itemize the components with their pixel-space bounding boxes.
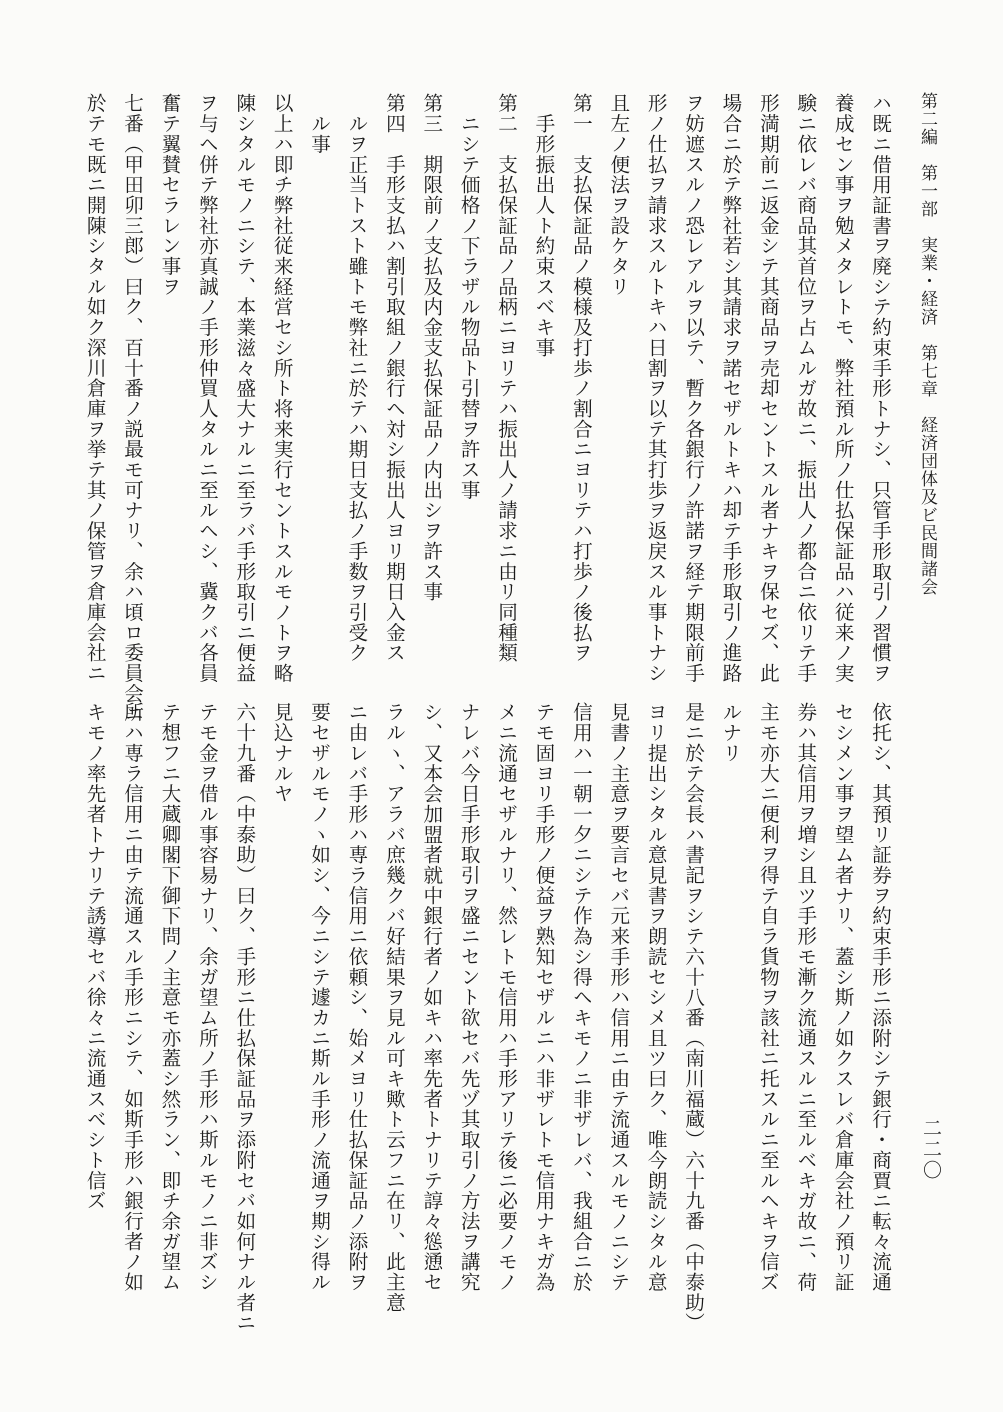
upper-text-line-22: 於テモ既ニ開陳シタル如ク深川倉庫ヲ挙テ其ノ保管ヲ倉庫会社ニ <box>83 93 107 684</box>
lower-text-line-5: ルナリ <box>718 702 742 764</box>
upper-text-line-1: ハ既ニ借用証書ヲ廃シテ約束手形トナシ、只管手形取引ノ習慣ヲ <box>868 93 892 684</box>
lower-text-line-22: キモノ率先者トナリテ誘導セバ徐々ニ流通スベシト信ズ <box>83 702 107 1211</box>
upper-text-line-2: 養成セン事ヲ勉メタレトモ、弊社預ル所ノ仕払保証品ハ従来ノ実 <box>831 93 855 684</box>
lower-text-line-16: 要セザルモノヽ如シ、今ニシテ遽カニ斯ル手形ノ流通ヲ期シ得ル <box>307 702 331 1293</box>
page-number: 二二〇 <box>920 1118 942 1181</box>
upper-text-line-18: 陳シタルモノニシテ、本業滋々盛大ナルニ至ラバ手形取引ニ便益 <box>232 93 256 684</box>
lower-text-line-4: 主モ亦大ニ便利ヲ得テ自ラ貨物ヲ該社ニ托スルニ至ルヘキヲ信ズ <box>756 702 780 1293</box>
lower-text-line-19: テモ金ヲ借ル事容易ナリ、余ガ望ム所ノ手形ハ斯ルモノニ非ズシ <box>195 702 219 1293</box>
upper-text-line-10: 手形振出人ト約束スベキ事 <box>531 93 555 358</box>
lower-text-line-14: ラルヽ、アラバ庶幾クバ好結果ヲ見ル可キ歟ト云フニ在リ、此主意 <box>382 702 406 1313</box>
upper-text-line-21: 七番（甲田卯三郎）曰ク、百十番ノ説最モ可ナリ、余ハ頃ロ委員会ニ <box>120 93 144 724</box>
upper-text-line-5: 場合ニ於テ弊社若シ其請求ヲ諾セザルトキハ却テ手形取引ノ進路 <box>718 93 742 684</box>
upper-text-line-17: 以上ハ即チ弊社従来経営セシ所ト将来実行セントスルモノトヲ略 <box>270 93 294 684</box>
upper-text-line-9: 第一 支払保証品ノ模様及打歩ノ割合ニヨリテハ打歩ノ後払ヲ <box>569 93 593 663</box>
upper-text-line-3: 験ニ依レバ商品其首位ヲ占ムルガ故ニ、振出人ノ都合ニ依リテ手 <box>793 93 817 684</box>
running-title: 第二編 第一部 実業・経済 第七章 経済団体及ビ民間諸会 <box>917 92 937 596</box>
upper-text-line-19: ヲ与ヘ併テ弊社亦真誠ノ手形仲買人タルニ至ルヘシ、冀クバ各員 <box>195 93 219 684</box>
lower-text-line-17: 見込ナルヤ <box>270 702 294 804</box>
lower-text-line-6: 是ニ於テ会長ハ書記ヲシテ六十八番（南川福蔵）六十九番（中泰助） <box>681 702 705 1333</box>
upper-text-line-15: ルヲ正当トスト雖トモ弊社ニ於テハ期日支払ノ手数ヲ引受ク <box>344 93 368 663</box>
lower-text-line-12: ナレバ今日手形取引ヲ盛ニセント欲セバ先ヅ其取引ノ方法ヲ講究 <box>457 702 481 1293</box>
lower-text-line-21: 所ハ専ラ信用ニ由テ流通スル手形ニシテ、如斯手形ハ銀行者ノ如 <box>120 702 144 1293</box>
lower-text-line-9: 信用ハ一朝一夕ニシテ作為シ得ヘキモノニ非ザレバ、我組合ニ於 <box>569 702 593 1293</box>
upper-text-line-20: 奮テ翼賛セラレン事ヲ <box>157 93 181 297</box>
upper-text-line-6: ヲ妨遮スルノ恐レアルヲ以テ、暫ク各銀行ノ許諾ヲ経テ期限前手 <box>681 93 705 684</box>
lower-text-line-7: ヨリ提出シタル意見書ヲ朗読セシメ且ツ曰ク、唯今朗読シタル意 <box>644 702 668 1293</box>
upper-text-line-11: 第二 支払保証品ノ品柄ニヨリテハ振出人ノ請求ニ由リ同種類 <box>494 93 518 663</box>
lower-text-line-2: セシメン事ヲ望ム者ナリ、蓋シ斯ノ如クスレバ倉庫会社ノ預リ証 <box>831 702 855 1293</box>
upper-text-line-14: 第四 手形支払ハ割引取組ノ銀行ヘ対シ振出人ヨリ期日入金ス <box>382 93 406 663</box>
upper-text-line-16: ル事 <box>307 93 331 155</box>
upper-text-line-12: ニシテ価格ノ下ラザル物品ト引替ヲ許ス事 <box>457 93 481 500</box>
upper-text-line-8: 且左ノ便法ヲ設ケタリ <box>606 93 630 297</box>
upper-text-line-4: 形満期前ニ返金シテ其商品ヲ売却セントスル者ナキヲ保セズ、此 <box>756 93 780 684</box>
upper-text-line-13: 第三 期限前ノ支払及内金支払保証品ノ内出シヲ許ス事 <box>419 93 443 602</box>
lower-text-line-3: 券ハ其信用ヲ増シ且ツ手形モ漸ク流通スルニ至ルベキガ故ニ、荷 <box>793 702 817 1293</box>
upper-text-line-7: 形ノ仕払ヲ請求スルトキハ日割ヲ以テ其打歩ヲ返戻スル事トナシ <box>644 93 668 684</box>
lower-text-line-1: 依托シ、其預リ証券ヲ約束手形ニ添附シテ銀行・商賈ニ転々流通 <box>868 702 892 1293</box>
lower-text-line-15: ニ由レバ手形ハ専ラ信用ニ依頼シ、始メヨリ仕払保証品ノ添附ヲ <box>344 702 368 1293</box>
lower-text-line-10: テモ固ヨリ手形ノ便益ヲ熟知セザルニハ非ザレトモ信用ナキガ為 <box>531 702 555 1293</box>
lower-text-line-18: 六十九番（中泰助）曰ク、手形ニ仕払保証品ヲ添附セバ如何ナル者ニ <box>232 702 256 1333</box>
lower-text-line-11: メニ流通セザルナリ、然レトモ信用ハ手形アリテ後ニ必要ノモノ <box>494 702 518 1293</box>
lower-text-line-8: 見書ノ主意ヲ要言セバ元来手形ハ信用ニ由テ流通スルモノニシテ <box>606 702 630 1293</box>
lower-text-line-20: テ想フニ大蔵卿閣下御下問ノ主意モ亦蓋シ然ラン、即チ余ガ望ム <box>157 702 181 1293</box>
lower-text-line-13: シ、又本会加盟者就中銀行者ノ如キハ率先者トナリテ諄々慫慂セ <box>419 702 443 1293</box>
